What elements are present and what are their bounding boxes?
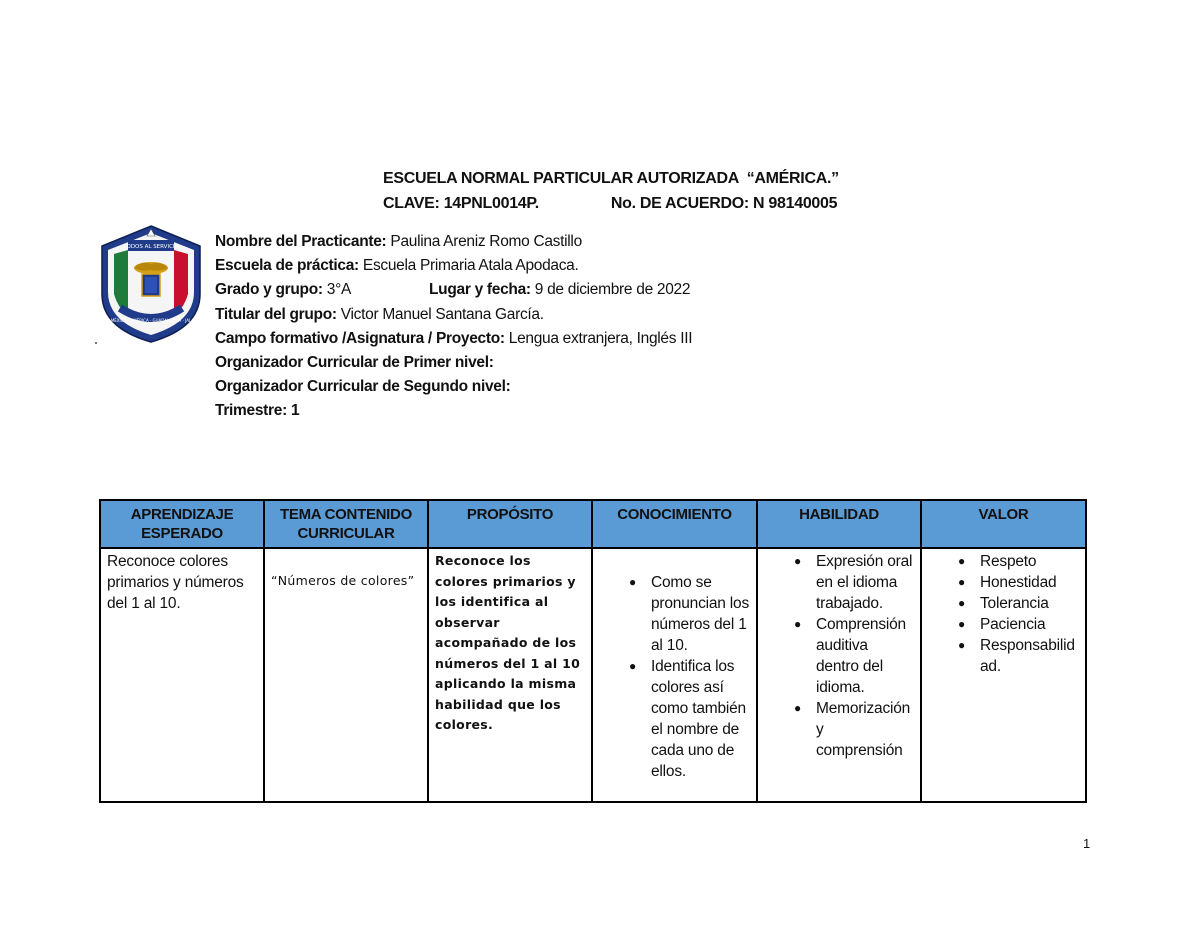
- logo-banner-text: TODOS AL SERVICIO: [123, 244, 179, 250]
- col-header-habilidad: HABILIDAD: [757, 500, 921, 548]
- list-item: ● Tolerancia: [954, 593, 1079, 614]
- school-title: ESCUELA NORMAL PARTICULAR AUTORIZADA “AMÉRICA.”: [383, 170, 839, 187]
- list-item: ● Respeto: [954, 551, 1079, 572]
- clave-text: CLAVE: 14PNL0014P.: [383, 195, 539, 212]
- cell-proposito: [428, 548, 592, 802]
- col-header-proposito: PROPÓSITO: [428, 500, 592, 548]
- info-campo: Campo formativo /Asignatura / Proyecto: Lengua extranjera, Inglés III: [215, 329, 693, 347]
- info-org1: Organizador Curricular de Primer nivel:: [215, 353, 494, 371]
- info-grado-lugar: Grado y grupo: 3°A Lugar y fecha: 9 de diciembre de 2022: [215, 281, 691, 299]
- info-org2: Organizador Curricular de Segundo nivel:: [215, 378, 511, 396]
- cell-aprendizaje: Reconoce colores primarios y números del 1 al 10.: [100, 548, 264, 802]
- list-item: ● Como se pronuncian los números del 1 al 10.: [625, 572, 750, 656]
- lesson-plan-table: [99, 499, 1087, 803]
- list-item: ● Honestidad: [954, 572, 1079, 593]
- school-logo: [98, 224, 204, 344]
- list-item: ● Comprensión auditiva dentro del idioma.: [790, 614, 914, 698]
- info-titular: Titular del grupo: Victor Manuel Santana García.: [215, 305, 544, 323]
- col-header-aprendizaje: APRENDIZAJE ESPERADO: [100, 500, 264, 548]
- col-header-conocimiento: CONOCIMIENTO: [592, 500, 757, 548]
- cell-tema: [264, 548, 428, 802]
- page-number: 1: [1083, 836, 1091, 851]
- list-item: ● Paciencia: [954, 614, 1079, 635]
- cell-habilidad: [757, 548, 921, 802]
- list-item: ● Memorización y comprensión: [790, 698, 914, 761]
- cell-conocimiento: [592, 548, 757, 802]
- info-escuela: Escuela de práctica: Escuela Primaria Atala Apodaca.: [215, 257, 579, 275]
- info-practicante: Nombre del Practicante: Paulina Areniz Romo Castillo: [215, 233, 582, 250]
- tema-text: “Números de colores”: [271, 573, 415, 588]
- cell-valor: [921, 548, 1086, 802]
- logo-ring-text: MÉXICO · AMÉRICA · GUADALAJARA · JAL: [110, 318, 192, 323]
- proposito-text: Reconoce los colores primarios y los identifica al observar acompañado de los números del 1 al 10 aplicando la misma habilidad que los colores.: [435, 553, 581, 732]
- info-trimestre: Trimestre: 1: [215, 402, 300, 420]
- list-item: ● Identifica los colores así como también el nombre de cada uno de ellos.: [625, 656, 750, 782]
- table-header-row: [100, 500, 1086, 548]
- stray-dot: [95, 342, 97, 344]
- list-item: ● Responsabilid ad.: [954, 635, 1079, 677]
- school-codes: [383, 195, 837, 213]
- list-item: ● Expresión oral en el idioma trabajado.: [790, 551, 914, 614]
- col-header-tema: TEMA CONTENIDO CURRICULAR: [264, 500, 428, 548]
- acuerdo-text: No. DE ACUERDO: N 98140005: [610, 195, 838, 212]
- col-header-valor: VALOR: [921, 500, 1086, 548]
- table-row: [100, 548, 1086, 802]
- practice-info: [215, 231, 692, 425]
